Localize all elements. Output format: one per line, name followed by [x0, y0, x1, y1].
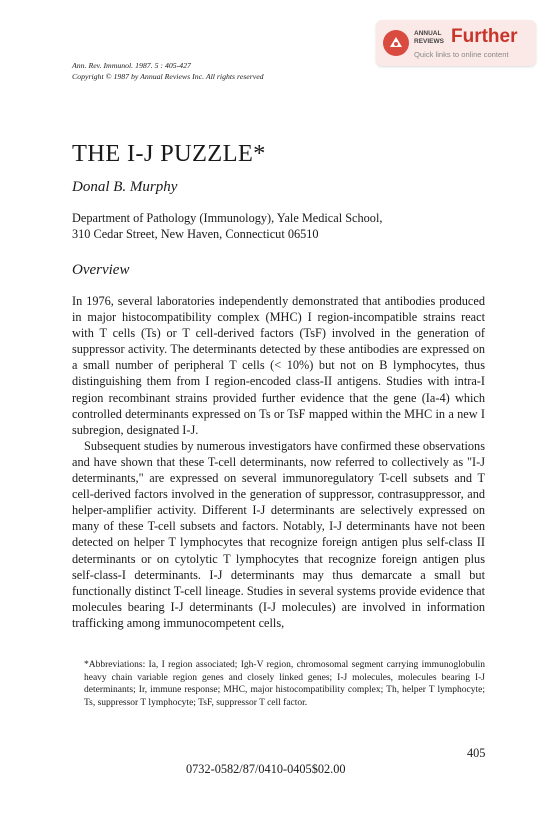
affiliation-line-1: Department of Pathology (Immunology), Yale Medical School, [72, 211, 383, 225]
annual-reviews-wordmark: ANNUAL REVIEWS [414, 30, 444, 45]
author-affiliation [72, 210, 382, 242]
journal-citation: Ann. Rev. Immunol. 1987. 5 : 405-427 [72, 61, 191, 70]
copyright-line: Copyright © 1987 by Annual Reviews Inc. All rights reserved [72, 72, 264, 81]
body-text [72, 293, 485, 631]
paragraph-2: Subsequent studies by numerous investigators have confirmed these observations and have shown that these T-cell determinants, now referred to collectively as "I-J determinants," are expressed on several immunoregulatory T-cell subsets and T cell-derived factors involved in the generation of suppressor, contrasuppressor, and helper-amplifier activity. Different I-J determinants are selectively expressed on many of these T-cell subsets and factors. Notably, I-J determinants have not been detected on helper T lymphocytes that recognize foreign antigen plus self-class II determinants or on cytolytic T lymphocytes that recognize foreign antigen plus self-class-I determinants. I-J determinants may thus demarcate a small but functionally distinct T-cell lineage. Studies in several systems provide evidence that molecules bearing I-J determinants (I-J molecules) are involved in information trafficking among immunocompetent cells, [72, 438, 485, 630]
page-number: 405 [467, 746, 486, 760]
further-subtitle: Quick links to online content [414, 50, 509, 59]
annual-reviews-logo-icon [382, 29, 410, 57]
article-code: 0732-0582/87/0410-0405$02.00 [186, 762, 346, 776]
section-heading: Overview [72, 262, 130, 278]
article-author: Donal B. Murphy [72, 179, 178, 195]
further-badge[interactable] [376, 20, 536, 66]
journal-citation-block [72, 60, 264, 82]
further-label: Further [451, 26, 518, 47]
footnote [72, 659, 485, 709]
article-title: THE I-J PUZZLE* [72, 140, 266, 167]
affiliation-line-2: 310 Cedar Street, New Haven, Connecticut 06510 [72, 227, 319, 241]
paragraph-1: In 1976, several laboratories independently demonstrated that antibodies produced in major histocompatibility complex (MHC) I region-incompatible strains react with T cells (Ts) or T cell-derived factors (TsF) involved in the generation of suppressor activity. The determinants detected by these antibodies are expressed on a small number of peripheral T cells (< 10%) but not on B lymphocytes, thus distinguishing them from I region-encoded class-II antigens. Studies with intra-I region recombinant strains provided further evidence that the gene (Ia-4) which controlled determinants expressed on Ts or TsF mapped within the MHC in a new I subregion, designated I-J. [72, 294, 485, 437]
footnote-text: *Abbreviations: Ia, I region associated; Igh-V region, chromosomal segment carrying immunoglobulin heavy chain variable region genes and closely linked genes; I-J molecules, molecules bearing I-J determinants; Ir, immune response; MHC, major histocompatibility complex; Th, helper T lymphocyte; Ts, suppressor T lymphocyte; TsF, suppressor T cell factor. [84, 660, 485, 708]
